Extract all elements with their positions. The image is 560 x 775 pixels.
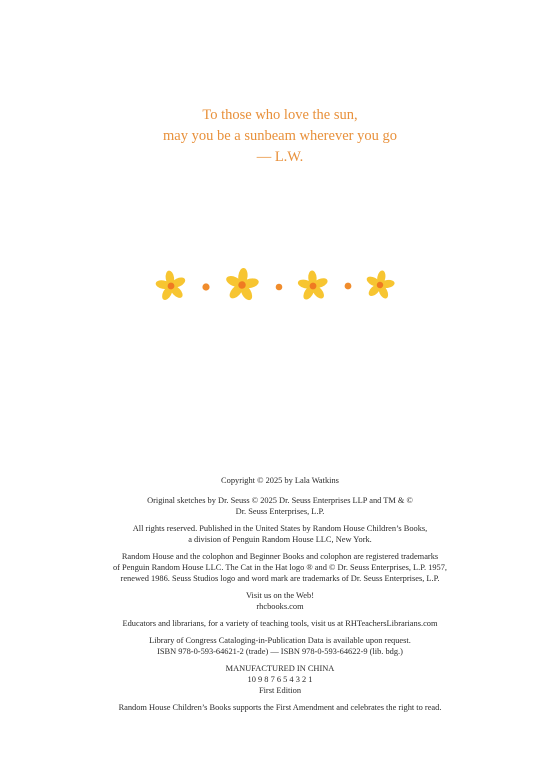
copyright-notice	[40, 475, 520, 486]
dedication	[0, 105, 560, 168]
rights-notice	[40, 523, 520, 545]
trademark-line: Random House and the colophon and Beginner Books and colophon are registered trademarks	[121, 552, 439, 561]
cip-notice	[40, 635, 520, 657]
printing-line: 10 9 8 7 6 5 4 3 2 1	[247, 675, 313, 684]
flower-icon	[153, 268, 189, 303]
trademark-notice	[40, 551, 520, 584]
copyright-block	[40, 475, 520, 719]
rights-line: All rights reserved. Published in the United States by Random House Children’s Books,	[132, 524, 428, 533]
cip-line: Library of Congress Cataloging-in-Publication Data is available upon request.	[149, 636, 411, 645]
dedication-line: To those who love the sun,	[202, 107, 358, 123]
rights-line: a division of Penguin Random House LLC, New York.	[188, 535, 372, 544]
manufacture-notice	[40, 663, 520, 696]
web-notice	[40, 590, 520, 612]
trademark-line: renewed 1986. Seuss Studios logo and word mark are trademarks of Dr. Seuss Enterprises, L.P.	[120, 574, 440, 583]
educators-line: Educators and librarians, for a variety of teaching tools, visit us at RHTeachersLibrarians.com	[122, 619, 438, 628]
dot-icon	[345, 283, 352, 290]
isbn-line: ISBN 978-0-593-64621-2 (trade) — ISBN 978-0-593-64622-9 (lib. bdg.)	[157, 647, 403, 656]
manufacture-line: MANUFACTURED IN CHINA	[225, 664, 335, 673]
first-amendment-line: Random House Children’s Books supports the First Amendment and celebrates the right to read.	[118, 703, 442, 712]
flower-ornament	[0, 266, 560, 306]
dot-icon	[202, 283, 209, 290]
sketches-line: Dr. Seuss Enterprises, L.P.	[235, 507, 325, 516]
dot-icon	[276, 284, 283, 291]
trademark-line: of Penguin Random House LLC. The Cat in the Hat logo ® and © Dr. Seuss Enterprises, L.P. 1957,	[112, 563, 448, 572]
web-line: Visit us on the Web!	[246, 591, 314, 600]
flower-icon	[363, 268, 398, 302]
first-amendment-notice	[40, 702, 520, 713]
dedication-line: may you be a sunbeam wherever you go	[163, 128, 397, 144]
sketches-credit	[40, 495, 520, 517]
sketches-line: Original sketches by Dr. Seuss © 2025 Dr. Seuss Enterprises LLP and TM & ©	[147, 496, 413, 505]
educators-notice	[40, 618, 520, 629]
flower-icon	[223, 266, 262, 303]
web-url: rhcbooks.com	[256, 602, 304, 611]
edition-line: First Edition	[258, 686, 302, 695]
dedication-signature: — L.W.	[256, 149, 304, 165]
flower-ornament-art	[0, 266, 560, 306]
copyright-line: Copyright © 2025 by Lala Watkins	[221, 476, 339, 485]
flower-icon	[296, 269, 330, 302]
